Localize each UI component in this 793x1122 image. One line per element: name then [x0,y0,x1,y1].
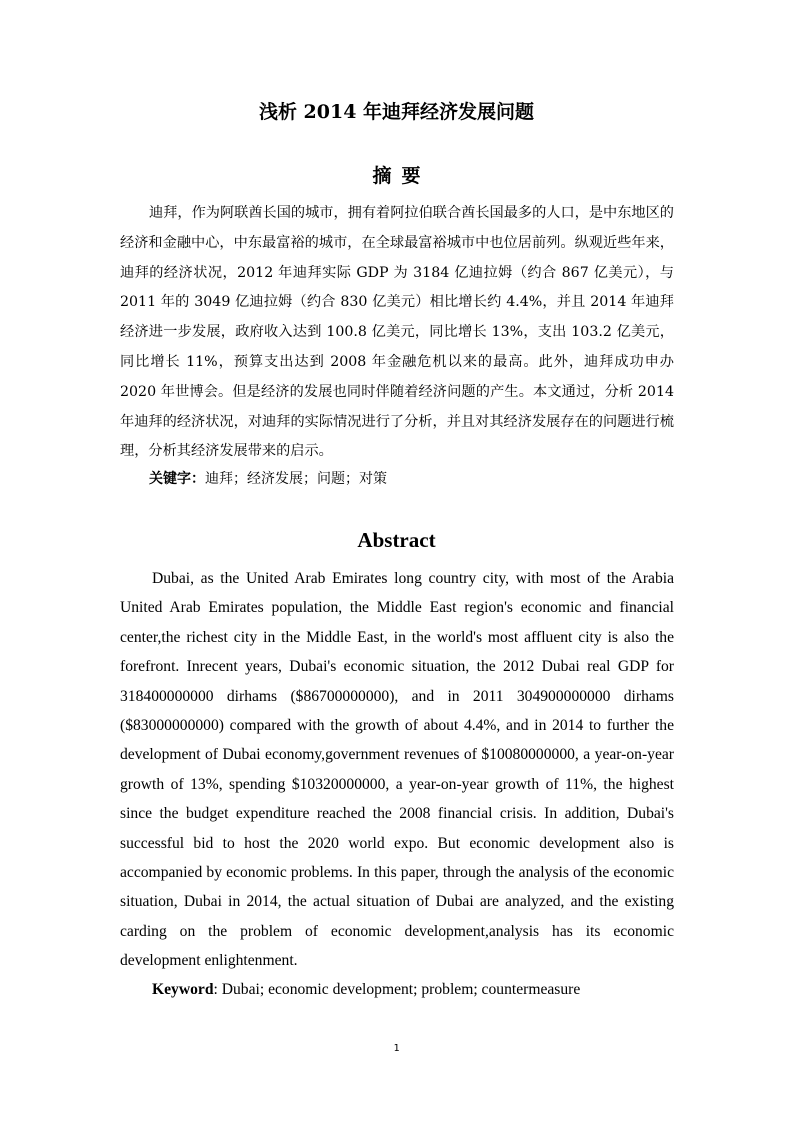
keywords-en-values: : Dubai; economic development; problem; countermeasure [213,981,581,998]
keywords-cn-label: 关键字： [149,471,205,487]
paper-title: 浅析 2014 年迪拜经济发展问题 [258,101,535,123]
abstract-en-heading: Abstract [357,528,436,552]
abstract-cn-body: 迪拜，作为阿联酋长国的城市，拥有着阿拉伯联合酋长国最多的人口，是中东地区的经济和金融中心，中东最富裕的城市，在全球最富裕城市中也位居前列。纵观近些年来，迪拜的经济状况，2012 年迪拜实际 GDP 为 3184 亿迪拉姆（约合 867 亿美元），与 2011 年的 3049 亿迪拉姆（约合 830 亿美元）相比增长约 4.4%，并且 2014 年迪拜经济进一步发展，政府收入达到 100.8 亿美元，同比增长 13%，支出 103.2 亿美元，同比增长 11%，预算支出达到 2008 年金融危机以来的最高。此外，迪拜成功申办 2020 年世博会。但是经济的发展也同时伴随着经济问题的产生。本文通过，分析 2014 年迪拜的经济状况，对迪拜的实际情况进行了分析，并且对其经济发展存在的问题进行梳理，分析其经济发展带来的启示。 [120,205,674,460]
keywords-cn-values: 迪拜；经济发展；问题；对策 [205,471,387,487]
keywords-en-label: Keyword [152,981,214,998]
keywords-en [152,976,580,1004]
page-number: 1 [393,1043,400,1054]
abstract-cn-heading: 摘要 [372,165,431,187]
abstract-en-body: Dubai, as the United Arab Emirates long country city, with most of the Arabia United Arab Emirates population, the Middle East region's economic and financial center,the richest city in the Middle East, in the world's most affluent city is also the forefront. Inrecent years, Dubai's economic situation, the 2012 Dubai real GDP for 318400000000 dirhams ($86700000000), and in 2011 304900000000 dirhams ($83000000000) compared with the growth of about 4.4%, and in 2014 to further the development of Dubai economy,government revenues of $10080000000, a year-on-year growth of 13%, spending $10320000000, a year-on-year growth of 11%, the highest since the budget expenditure reached the 2008 financial crisis. In addition, Dubai's successful bid to host the 2020 world expo. But economic development also is accompanied by economic problems. In this paper, through the analysis of the economic situation, Dubai in 2014, the actual situation of Dubai are analyzed, and the existing carding on the problem of economic development,analysis has its economic development enlightenment. [120,570,674,970]
keywords-cn [149,465,387,493]
